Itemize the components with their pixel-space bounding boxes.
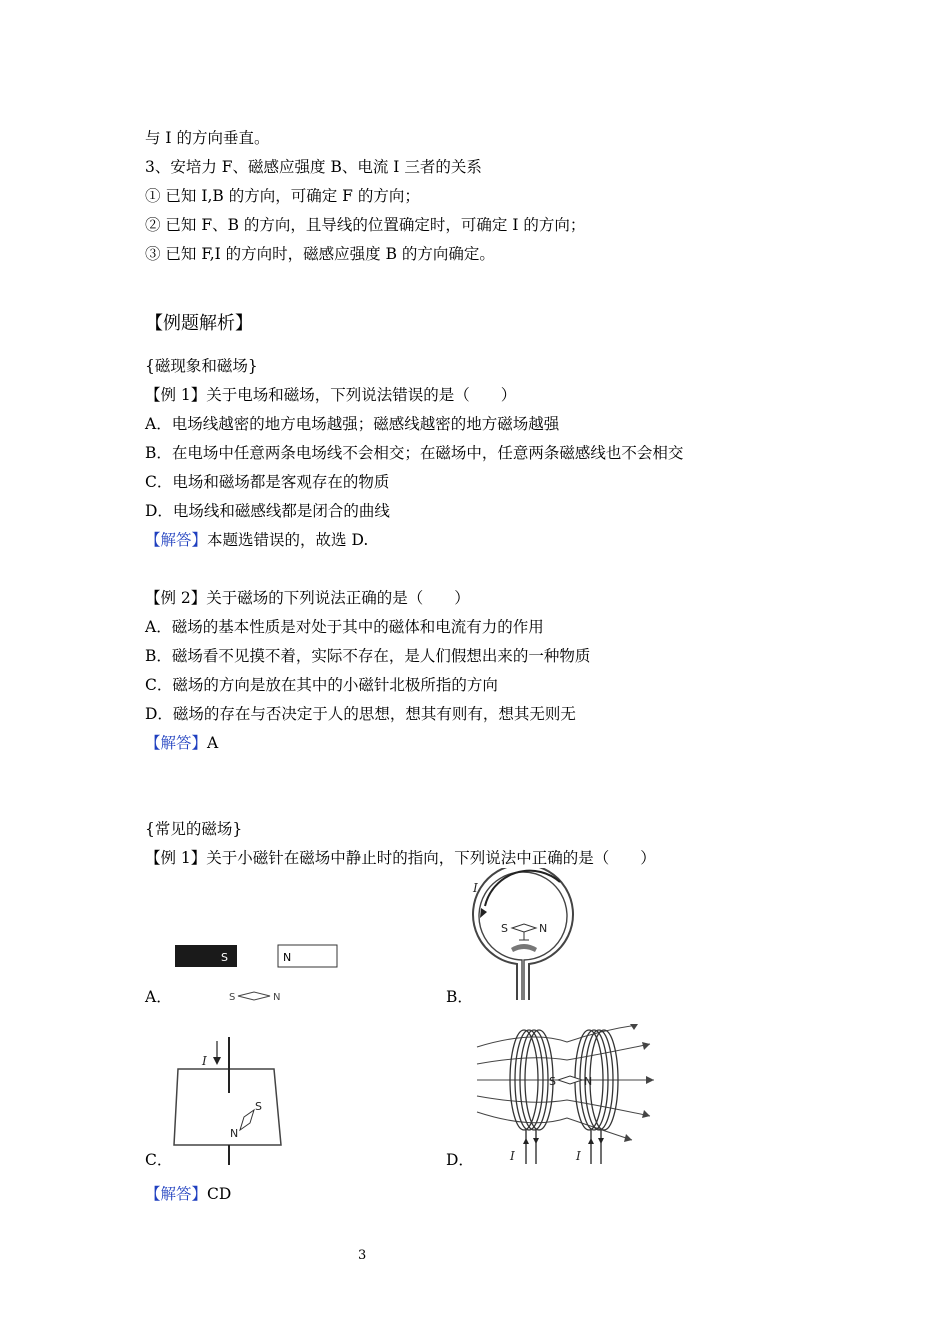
loop-outer — [473, 868, 573, 1000]
current-label-right: I — [576, 1149, 581, 1163]
needle-n-label: N — [539, 922, 548, 935]
answer-text: A — [207, 734, 219, 752]
part1-ex1-option-c: C．电场和磁场都是客观存在的物质 — [145, 473, 390, 491]
figure-d-coils — [472, 1022, 662, 1168]
answer-tag: 【解答】 — [145, 531, 208, 549]
part1-ex1-answer — [145, 530, 368, 550]
compass-needle — [512, 924, 536, 932]
option-c-label: C． — [145, 1151, 173, 1169]
part2-ex1-question: 【例 1】关于小磁针在磁场中静止时的指向，下列说法中正确的是（ ） — [145, 849, 656, 867]
current-label: I — [202, 1054, 207, 1068]
part1-ex1-question: 【例 1】关于电场和磁场，下列说法错误的是（ ） — [145, 386, 517, 404]
answer-text: 本题选错误的，故选 D. — [207, 531, 369, 549]
answer-text: CD — [207, 1185, 232, 1203]
part1-ex1-option-b: B．在电场中任意两条电场线不会相交；在磁场中，任意两条磁感线也不会相交 — [145, 444, 684, 462]
needle-s-label: S — [255, 1100, 262, 1113]
needle-n-label: N — [230, 1127, 239, 1140]
current-arrow — [480, 908, 487, 918]
magnet-n-label: N — [283, 951, 292, 964]
part1-ex1-option-a: A．电场线越密的地方电场越强；磁感线越密的地方磁场越强 — [145, 415, 560, 433]
field-arrows — [624, 1024, 654, 1142]
intro-line-4: ② 已知 F、B 的方向，且导线的位置确定时，可确定 I 的方向； — [145, 216, 586, 234]
part2-title: {常见的磁场} — [145, 820, 243, 838]
lead-wires — [526, 1130, 601, 1164]
intro-line-5: ③ 已知 F,I 的方向时，磁感应强度 B 的方向确定。 — [145, 245, 495, 263]
current-label: I — [473, 881, 478, 895]
part1-ex1-option-d: D．电场线和磁感线都是闭合的曲线 — [145, 502, 390, 520]
figure-c-straight-wire — [170, 1035, 290, 1167]
answer-tag: 【解答】 — [145, 1185, 208, 1203]
option-a-label: A． — [145, 988, 172, 1006]
page-number: 3 — [358, 1248, 367, 1263]
part1-title: {磁现象和磁场} — [145, 357, 258, 375]
lead-arrows — [523, 1138, 604, 1144]
figure-a-bar-magnets — [170, 935, 350, 1010]
intro-line-3: ① 已知 I,B 的方向，可确定 F 的方向； — [145, 187, 420, 205]
section-title: 【例题解析】 — [145, 313, 253, 334]
needle-n-label: N — [584, 1075, 593, 1088]
compass-needle — [558, 1076, 582, 1084]
option-d-label: D． — [446, 1151, 474, 1169]
part1-ex2-option-b: B．磁场看不见摸不着，实际不存在，是人们假想出来的一种物质 — [145, 647, 591, 665]
option-b-label: B． — [446, 988, 473, 1006]
part1-ex2-option-a: A．磁场的基本性质是对处于其中的磁体和电流有力的作用 — [145, 618, 544, 636]
needle-s-label: S — [501, 922, 508, 935]
part2-ex1-answer — [145, 1184, 231, 1204]
intro-line-1: 与 I 的方向垂直。 — [145, 129, 270, 147]
compass-needle — [238, 992, 270, 1000]
needle-s-label: S — [229, 992, 236, 1003]
board — [174, 1069, 281, 1145]
needle-s-label: S — [549, 1075, 556, 1088]
figure-b-current-loop — [465, 868, 585, 1004]
part1-ex2-option-c: C．磁场的方向是放在其中的小磁针北极所指的方向 — [145, 676, 498, 694]
part1-ex2-option-d: D．磁场的存在与否决定于人的思想，想其有则有，想其无则无 — [145, 705, 576, 723]
intro-line-2: 3、安培力 F、磁感应强度 B、电流 I 三者的关系 — [145, 158, 482, 176]
needle-n-label: N — [273, 992, 281, 1003]
current-arc — [485, 871, 560, 906]
magnet-s-label: S — [221, 951, 228, 964]
part1-ex2-answer — [145, 733, 218, 753]
current-arrow-head — [213, 1057, 221, 1065]
needle-base — [511, 944, 537, 952]
answer-tag: 【解答】 — [145, 734, 208, 752]
part1-ex2-question: 【例 2】关于磁场的下列说法正确的是（ ） — [145, 589, 470, 607]
current-label-left: I — [510, 1149, 515, 1163]
